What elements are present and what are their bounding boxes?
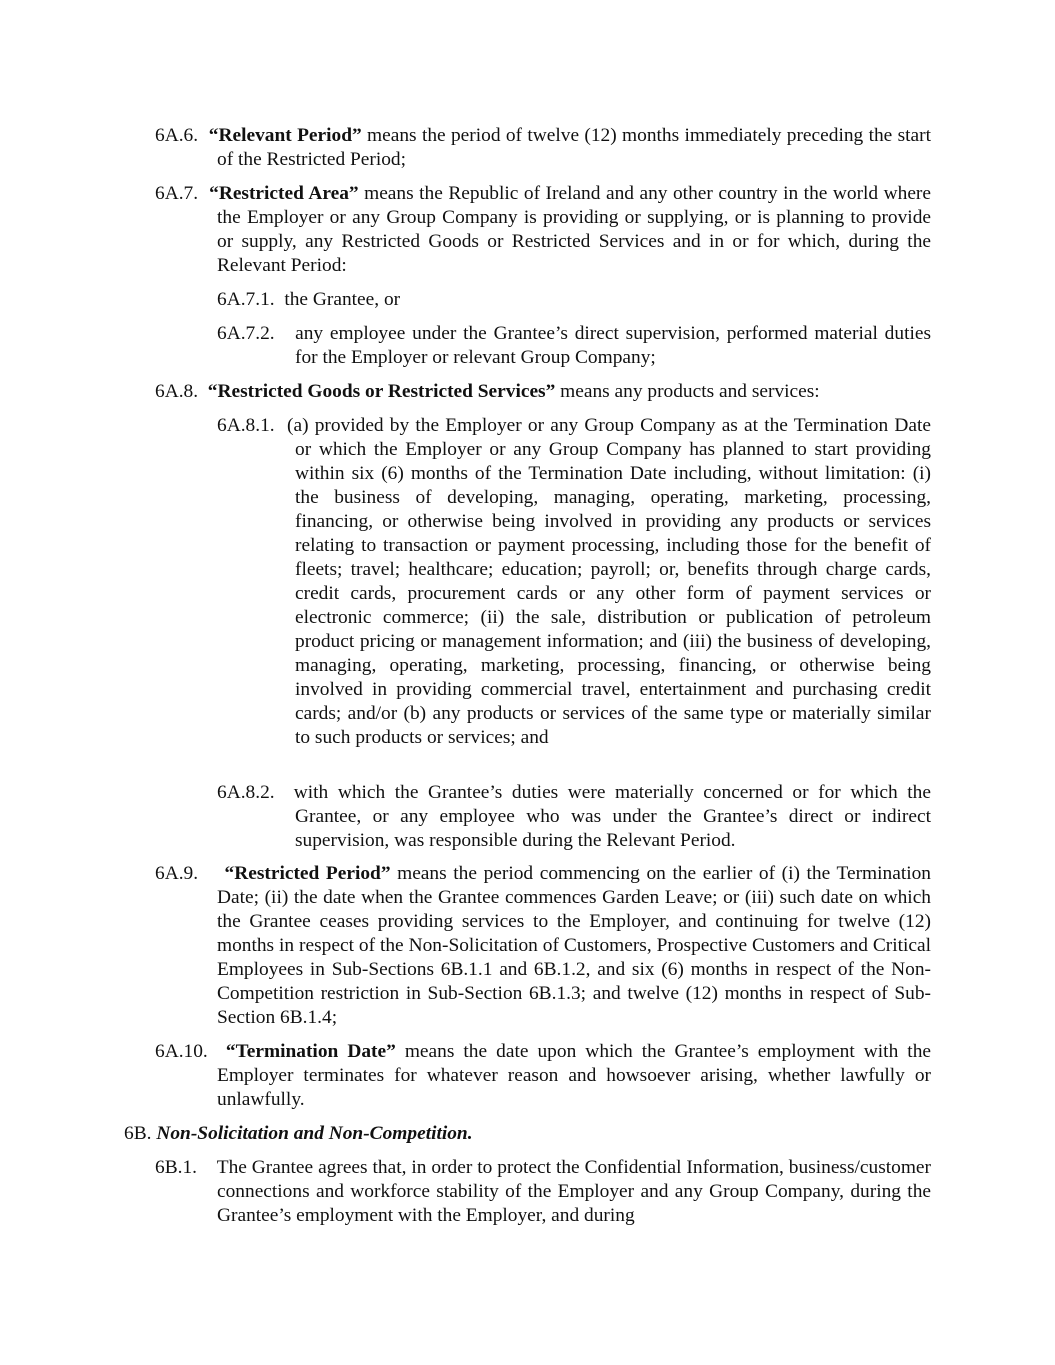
clause-number: 6A.7.1. (217, 289, 275, 310)
section-title: Non-Solicitation and Non-Competition. (156, 1123, 473, 1144)
clause-6a10 (155, 1040, 931, 1112)
clause-text: means the period of twelve (12) months immediately preceding the start of the Restricted Period; (217, 125, 931, 170)
clause-6a6 (155, 124, 931, 172)
clause-text: (a) provided by the Employer or any Group Company as at the Termination Date or which the Employer or any Group Company has planned to start providing within six (6) months of the Termination Date including, without limitation: (i) the business of developing, managing, operating, marketing, processing, financing, or otherwise being involved in providing any products or services relating to transaction or payment processing, including those for the benefit of fleets; travel; healthcare; education; payroll; or, benefits through charge cards, credit cards, procurement cards or any other form of payment services or electronic commerce; (ii) the sale, distribution or publication of petroleum product pricing or management information; and (iii) the business of developing, managing, operating, marketing, processing, financing, or otherwise being involved in providing commercial travel, entertainment and purchasing credit cards; and/or (b) any products or services of the same type or materially similar to such products or services; and (287, 415, 931, 748)
section-number: 6B. (124, 1123, 152, 1144)
clause-text: The Grantee agrees that, in order to protect the Confidential Information, business/customer connections and workforce stability of the Employer and any Group Company, during the Grantee’s employment with the Employer, and during (216, 1157, 931, 1226)
defined-term: “Restricted Period” (224, 863, 391, 884)
clause-text: the Grantee, or (284, 289, 401, 310)
clause-number: 6A.6. (155, 125, 199, 146)
clause-number: 6A.10. (155, 1041, 208, 1062)
defined-term: “Restricted Goods or Restricted Services” (207, 381, 556, 402)
clause-text: means the period commencing on the earlier of (i) the Termination Date; (ii) the date when the Grantee commences Garden Leave; or (iii) such date on which the Grantee ceases providing services to the Employer, and continuing for twelve (12) months in respect of the Non-Solicitation of Customers, Prospective Customers and Critical Employees in Sub-Sections 6B.1.1 and 6B.1.2, and six (6) months in respect of the Non-Competition restriction in Sub-Section 6B.1.3; and twelve (12) months in respect of Sub-Section 6B.1.4; (217, 863, 931, 1028)
clause-number: 6A.8.1. (217, 415, 275, 436)
clause-text: any employee under the Grantee’s direct supervision, performed material duties for the Employer or relevant Group Company; (295, 323, 931, 368)
clause-text: with which the Grantee’s duties were materially concerned or for which the Grantee, or any employee who was under the Grantee’s direct or indirect supervision, was responsible during the Relevant Period. (293, 782, 931, 851)
clause-number: 6A.8.2. (217, 782, 275, 803)
clause-number: 6B.1. (155, 1157, 198, 1178)
clause-6a7-2 (217, 322, 931, 370)
clause-number: 6A.7. (155, 183, 199, 204)
clause-6a9 (155, 862, 931, 1030)
clause-6b1 (155, 1156, 931, 1228)
clause-6a8-1 (217, 414, 931, 750)
clause-text: means the date upon which the Grantee’s employment with the Employer terminates for whatever reason and howsoever arising, whether lawfully or unlawfully. (217, 1041, 931, 1110)
defined-term: “Restricted Area” (209, 183, 359, 204)
clause-6a7 (155, 182, 931, 278)
defined-term: “Relevant Period” (208, 125, 362, 146)
clause-6a8-2 (217, 781, 931, 853)
clause-text: means any products and services: (555, 381, 820, 402)
clause-number: 6A.8. (155, 381, 199, 402)
clause-6a7-1 (217, 288, 931, 312)
clause-text: means the Republic of Ireland and any other country in the world where the Employer or any Group Company is providing or supplying, or is planning to provide or supply, any Restricted Goods or Restricted Services and in or for which, during the Relevant Period: (217, 183, 931, 276)
clause-number: 6A.9. (155, 863, 199, 884)
section-heading-6b (124, 1122, 931, 1146)
clause-6a8 (155, 380, 931, 404)
defined-term: “Termination Date” (225, 1041, 396, 1062)
clause-number: 6A.7.2. (217, 323, 275, 344)
